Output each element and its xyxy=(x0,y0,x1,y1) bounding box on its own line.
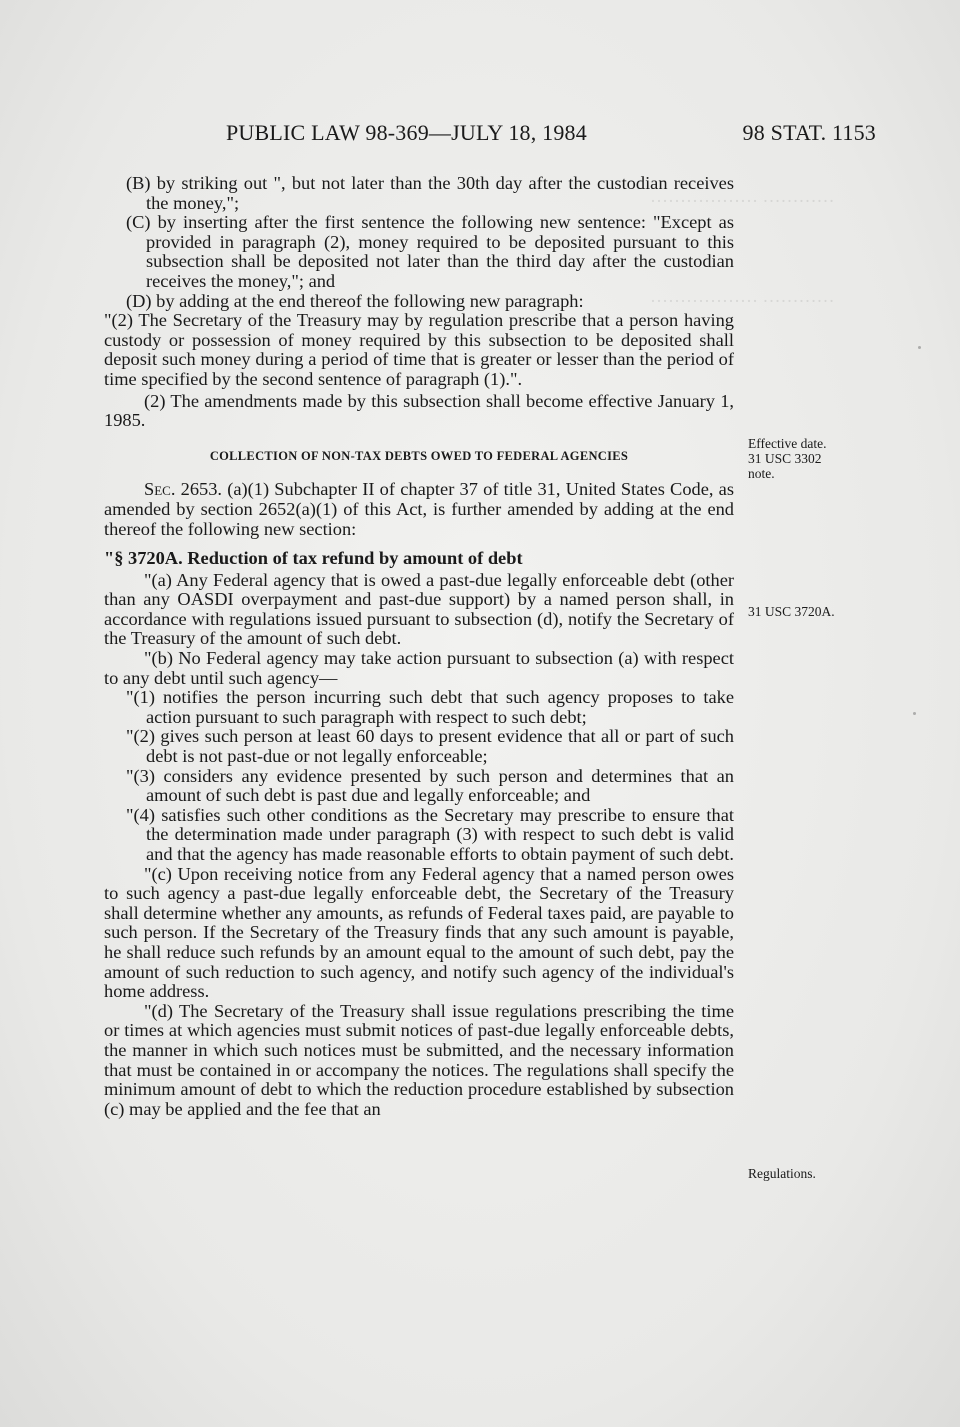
margin-note-line: note. xyxy=(748,466,775,481)
show-through-text: ………… ……………… xyxy=(650,286,835,306)
margin-note-effective-date xyxy=(748,436,868,481)
subsection-b-2: "(2) gives such person at least 60 days to present evidence that all or part of such debt is not past-due or not legally enforceable; xyxy=(126,726,734,767)
show-through-text: ………… ……………… xyxy=(650,186,835,206)
subsection-a: "(a) Any Federal agency that is owed a past-due legally enforceable debt (other than any OASDI overpayment and past-due support) by a named person shall, in accordance with regulations issued pursuant to subsection (d), notify the Secretary of the Treasury of the amount of such debt. xyxy=(104,569,734,649)
subsection-c: "(c) Upon receiving notice from any Federal agency that a named person owes to such agency a past-due legally enforceable debt, the Secretary of the Treasury shall determine whether any amounts, as refunds of Federal taxes paid, are payable to such person. If the Secretary of the Treasury finds that any such amount is payable, he shall reduce such refunds by an amount equal to the amount of such debt, pay the amount of such reduction to such agency, and notify such agency of the individual's home address. xyxy=(104,863,734,1002)
margin-note-regulations: Regulations. xyxy=(748,1166,816,1181)
subsection-b-4: "(4) satisfies such other conditions as the Secretary may prescribe to ensure that the determination made under paragraph (3) with respect to such debt is valid and that the agency has made reasonable efforts to obtain payment of such debt. xyxy=(126,804,734,864)
clause-b: (B) by striking out ", but not later than the 30th day after the custodian receives the money,"; xyxy=(126,173,734,213)
amendments-effective-paragraph: (2) The amendments made by this subsection shall become effective January 1, 1985. xyxy=(104,390,734,431)
clause-d: (D) by adding at the end thereof the following new paragraph: xyxy=(126,290,584,311)
margin-note-line: Effective date. xyxy=(748,436,827,451)
page-citation: 98 STAT. 1153 xyxy=(742,120,876,145)
sec-text: 2653. (a)(1) Subchapter II of chapter 37 of title 31, United States Code, as amended by section 2652(a)(1) of this Act, is further amended by adding at the end thereof the following new section: xyxy=(104,479,734,539)
running-head: PUBLIC LAW 98-369—JULY 18, 1984 xyxy=(226,120,587,145)
clause-c: (C) by inserting after the first sentence the following new sentence: "Except as provided in paragraph (2), money required to be deposited pursuant to this subsection shall be deposited not later than the third day after the custodian receives the money,"; and xyxy=(126,212,734,291)
margin-note-usc-3720a: 31 USC 3720A. xyxy=(748,604,835,619)
subsection-b-1: "(1) notifies the person incurring such debt that such agency proposes to take action pursuant to such paragraph with respect to such debt; xyxy=(126,687,734,727)
subsection-b-3: "(3) considers any evidence presented by such person and determines that an amount of such debt is past due and legally enforceable; and xyxy=(126,765,734,806)
section-2653-paragraph xyxy=(104,480,734,539)
section-title-3720a: "§ 3720A. Reduction of tax refund by amount of debt xyxy=(104,548,523,569)
subsection-d: "(d) The Secretary of the Treasury shall issue regulations prescribing the time or times at which agencies must submit notices of past-due legally enforceable debts, the manner in which such notices must be submitted, and the necessary information that must be contained in or accompany the notices. The regulations shall specify the minimum amount of debt to which the reduction procedure established by subsection (c) may be applied and the fee that an xyxy=(104,1000,734,1119)
page-header xyxy=(226,120,876,150)
margin-note-line: 31 USC 3302 xyxy=(748,451,822,466)
page-body xyxy=(104,174,734,1119)
quoted-paragraph-2: "(2) The Secretary of the Treasury may by regulation prescribe that a person having custody or possession of money required by this subsection to be deposited shall deposit such money during a period of time that is greater or lesser than the period of time specified by the second sentence of paragraph (1).". xyxy=(104,310,734,389)
scan-speck xyxy=(913,712,916,715)
section-heading: COLLECTION OF NON-TAX DEBTS OWED TO FEDERAL AGENCIES xyxy=(209,448,629,463)
scan-speck xyxy=(918,346,921,349)
sec-label: Sec. xyxy=(144,479,176,500)
subsection-b: "(b) No Federal agency may take action pursuant to subsection (a) with respect to any debt until such agency— xyxy=(104,648,734,688)
